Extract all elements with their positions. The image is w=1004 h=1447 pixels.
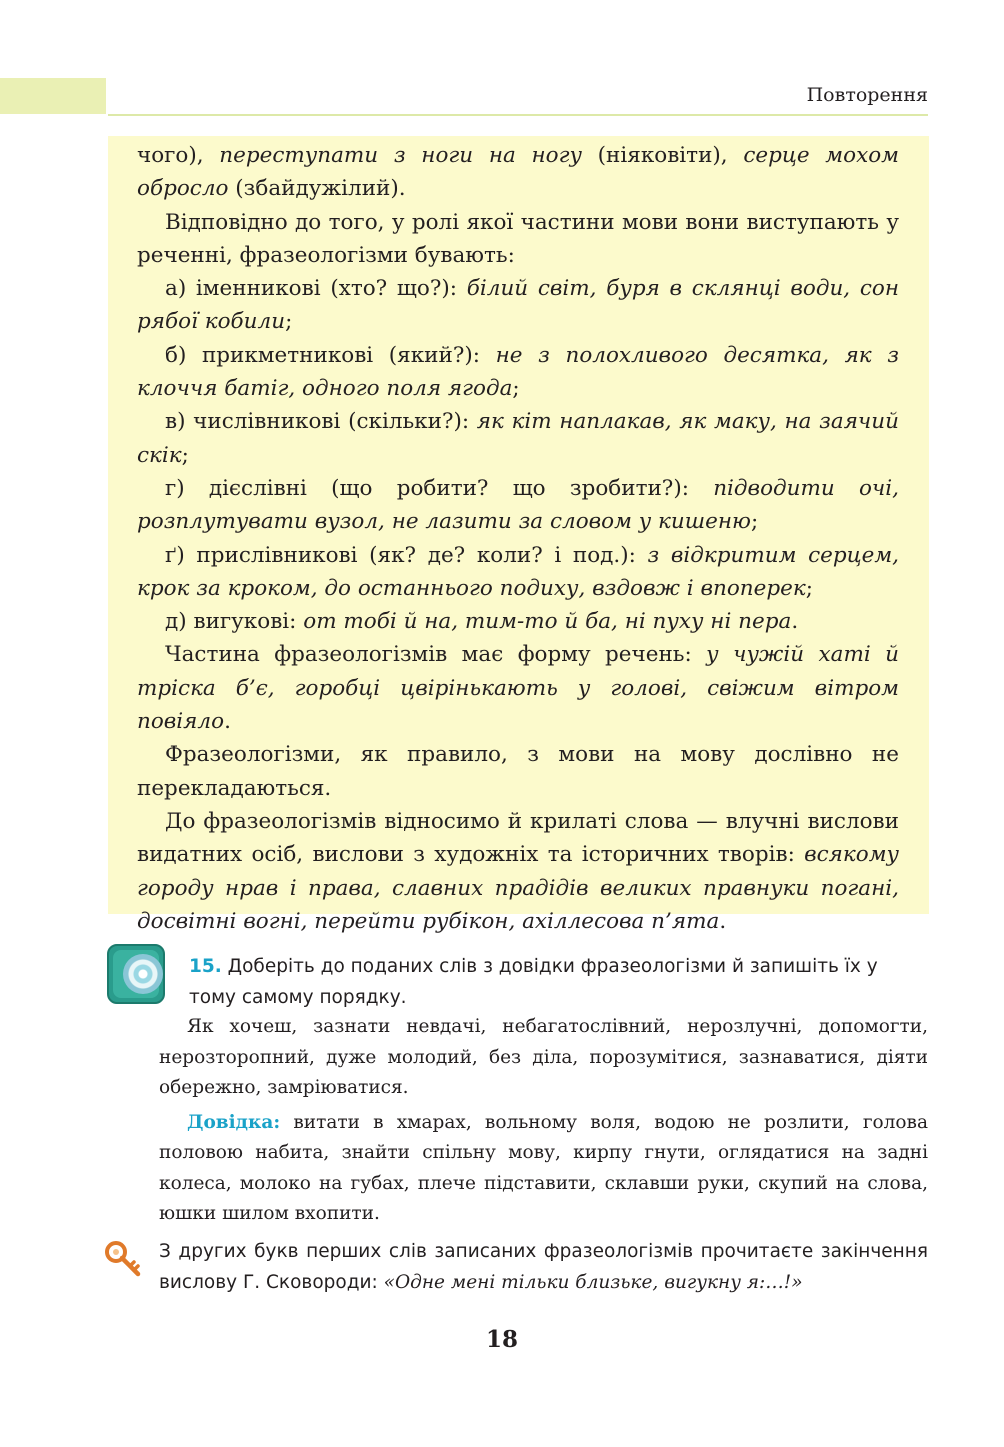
rule-paragraph: Фразеологізми, як правило, з мови на мову дослівно не перекладаються. <box>137 742 899 801</box>
key-note: З других букв перших слів записаних фразеологізмів прочитаєте закінчення вислову Г. Сковороди: «Одне мені тільки близьке, вигукну я:…!» <box>159 1241 928 1293</box>
key-icon <box>104 1238 144 1282</box>
reference-label: Довідка: <box>187 1111 281 1133</box>
task-heading <box>189 951 928 1013</box>
disc-icon <box>107 944 165 1004</box>
rule-paragraph: До фразеологізмів відносимо й крилаті слова — влучні вислови видатних осіб, вислови з художніх та історичних творів: всякому городу нрав і права, славних прадідів великих правнуки погані, досвітні вогні, перейти рубікон, ахіллесова п’ята. <box>137 808 899 934</box>
rule-paragraph: Частина фразеологізмів має форму речень: у чужій хаті й тріска б’є, горобці цвірінькають у голові, свіжим вітром повіяло. <box>137 642 899 735</box>
rule-list-item: г) дієслівні (що робити? що зробити?): підводити очі, розплутувати вузол, не лазити за словом у кишеню; <box>137 475 899 535</box>
rule-list-item: б) прикметникові (який?): не з полохливого десятка, як з клоччя батіг, одного поля ягода; <box>137 342 899 402</box>
header-rule <box>108 114 928 116</box>
task-reference: Довідка: витати в хмарах, вольному воля, водою не розлити, голова половою набита, знайти спільну мову, кирпу гнути, оглядатися на задні колеса, молоко на губах, плече підставити, склавши руки, скупий на слова, юшки шилом вхопити. <box>159 1111 928 1224</box>
header-tab <box>0 78 106 114</box>
rule-list-item: а) іменникові (хто? що?): білий світ, буря в склянці води, сон рябої кобили; <box>137 276 899 335</box>
task-words: Як хочеш, зазнати невдачі, небагатослівний, нерозлучні, допомогти, нерозторопний, дуже молодий, без діла, порозумітися, зазнаватися, діяти обережно, замріюватися. <box>159 1016 928 1098</box>
task-body <box>159 1012 928 1230</box>
page-number: 18 <box>485 1326 518 1353</box>
rule-list-item: ґ) прислівникові (як? де? коли? і под.): з відкритим серцем, крок за кроком, до останнього подиху, вздовж і впоперек; <box>137 542 899 601</box>
rule-box <box>108 136 929 934</box>
rule-paragraph: Відповідно до того, у ролі якої частини мови вони виступають у реченні, фразеологізми бувають: <box>137 209 899 268</box>
rule-paragraph: чого), переступати з ноги на ногу (ніяковіти), серце мохом обросло (збайдужілий). <box>137 143 899 202</box>
task-number: 15. <box>189 956 222 977</box>
rule-list-item: д) вигукові: от тобі й на, тим-то й ба, ні пуху ні пера. <box>165 609 799 635</box>
rule-list-item: в) числівникові (скільки?): як кіт наплакав, як маку, на заячий скік; <box>137 409 899 468</box>
key-quote: «Одне мені тільки близьке, вигукну я:…!» <box>383 1272 803 1293</box>
task-instruction: Доберіть до поданих слів з довідки фразеологізми й запишіть їх у тому самому порядку. <box>189 956 878 1008</box>
section-title: Повторення <box>806 84 928 106</box>
